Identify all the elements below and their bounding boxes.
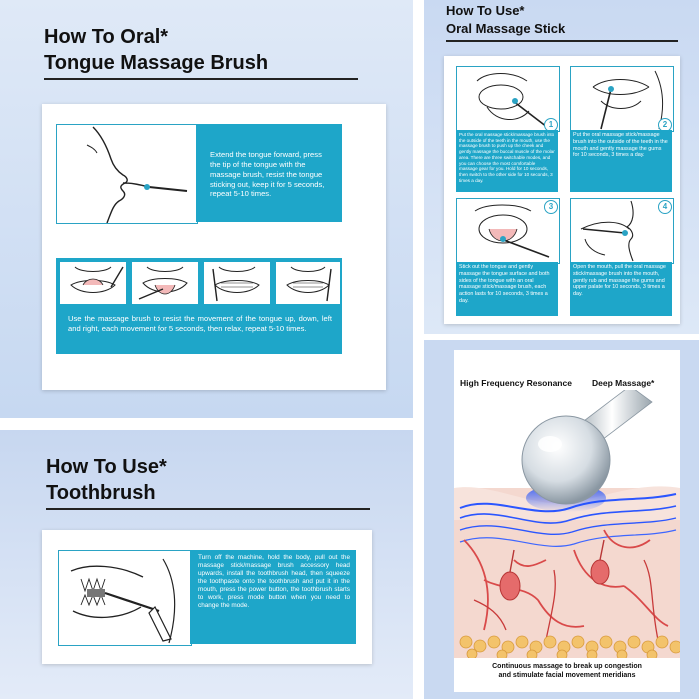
tongue-press-illustration: [56, 124, 198, 224]
tongue-title-divider: [44, 78, 358, 80]
toothbrush-illustration: [58, 550, 192, 646]
stick-title-divider: [446, 40, 678, 42]
tongue-step1-text: Extend the tongue forward, press the tip of the tongue with the massage brush, resist the tongue sticking out, keep it for 5 seconds, repeat 5-10 times.: [210, 150, 325, 199]
resonance-panel: [424, 340, 699, 699]
massage-stick-panel: [424, 0, 699, 334]
tongue-title-line1: How To Oral*: [44, 26, 169, 48]
skin-massage-illustration: [454, 390, 680, 658]
tongue-step2-text: Use the massage brush to resist the movement of the tongue up, down, left and right, each movement for 5 seconds, then relax, repeat 5-10 times.: [68, 314, 332, 333]
resonance-caption-line1: Continuous massage to break up congestion: [492, 663, 642, 670]
stick-step3-number: 3: [544, 200, 558, 214]
tongue-step1-panel: [196, 124, 342, 222]
stick-title-line2: Oral Massage Stick: [446, 21, 566, 36]
stick-instruction-card: [444, 56, 680, 324]
resonance-card: [454, 350, 680, 692]
toothbrush-text-panel: [190, 550, 356, 644]
toothbrush-title-line2: Toothbrush: [46, 482, 156, 504]
toothbrush-instructions-text: Turn off the machine, hold the body, pull out the massage stick/massage brush accessory head upwards, install the toothbrush head, then squeeze the toothpaste onto the toothbrush and put it in the mouth, press the power button, the toothbrush starts to work, press mode button when you need to change the mode.: [198, 554, 350, 610]
toothbrush-panel: [0, 430, 413, 699]
resonance-caption-line2: and stimulate facial movement meridians: [498, 672, 636, 680]
stick-step2-text: Put the oral massage stick/massage brush into the outside of the teeth in the mouth and gently massage the gums for 10 seconds, 3 times a day.: [573, 132, 668, 159]
stick-step3-panel: [456, 262, 558, 316]
stick-step2-panel: [570, 130, 672, 192]
stick-step4-text: Open the mouth, pull the oral massage stick/massage brush into the mouth, gently rub and massage the gums and upper palate for 10 seconds, 3 times a day.: [573, 264, 666, 297]
stick-step1-panel: [456, 130, 558, 192]
tongue-right-illustration: [276, 262, 340, 304]
resonance-caption: [454, 662, 680, 680]
resonance-label-right: Deep Massage*: [592, 378, 655, 388]
stick-step2-number: 2: [658, 118, 672, 132]
toothbrush-instruction-card: [42, 530, 372, 664]
stick-step3-text: Stick out the tongue and gently massage the tongue surface and both sides of the tongue with an oral massage stick/massage brush, each action lasts for 10 seconds, 3 times a day.: [459, 264, 550, 304]
tongue-massage-panel: [0, 0, 413, 418]
tongue-title-line2: Tongue Massage Brush: [44, 52, 269, 74]
toothbrush-title-divider: [46, 508, 370, 510]
face-profile-icon: [57, 125, 197, 223]
stick-step1-text: Put the oral massage stick/massage brush into the outside of the teeth in the mouth, use the massage brush to push up the cheek and gently massage the buccal muscle of the molar area. There are three switchable modes, and you can choose the most comfortable massage gear for you. Hold for 10 seconds, then switch to the other side for 10 seconds, 3 times a day.: [459, 132, 555, 183]
tongue-step2-panel: [56, 258, 342, 354]
toothbrush-title-line1: How To Use*: [46, 456, 167, 478]
stick-step4-panel: [570, 262, 672, 316]
stick-step1-number: 1: [544, 118, 558, 132]
tongue-up-illustration: [60, 262, 126, 304]
tongue-down-illustration: [132, 262, 198, 304]
tongue-instruction-card: [42, 104, 386, 390]
stick-title-line1: How To Use*: [446, 3, 525, 18]
stick-step4-number: 4: [658, 200, 672, 214]
mouth-toothbrush-icon: [59, 551, 191, 645]
tongue-left-illustration: [204, 262, 270, 304]
resonance-label-left: High Frequency Resonance: [460, 378, 572, 388]
